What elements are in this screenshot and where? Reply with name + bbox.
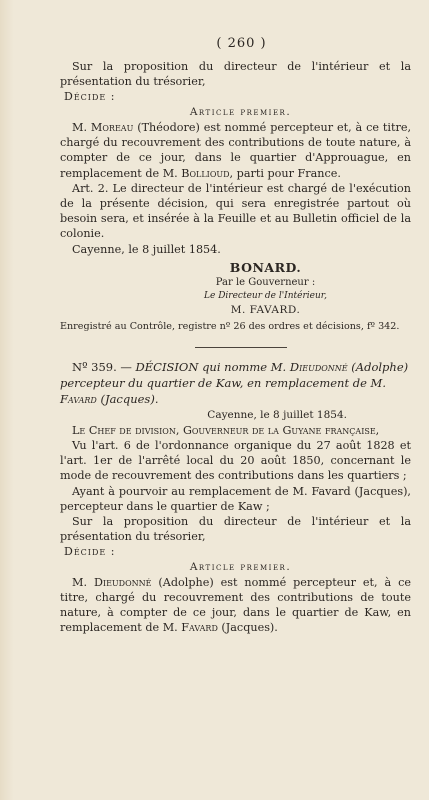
date-line: Cayenne, le 8 juillet 1854. [72, 242, 221, 256]
decision-title-end: (Jacques). [96, 391, 159, 406]
decision-title-middle: (Adolphe) percepteur du quartier de Kaw, en remplacement de M. [60, 359, 409, 390]
proposition-paragraph: Sur la proposition du directeur de l'intérieur et la présentation du trésorier, [60, 60, 411, 89]
decision-number: Nº 359. — [72, 359, 132, 374]
decision-title-start: DÉCISION qui nomme M. [135, 359, 290, 374]
preamble: Le Chef de division, Gouverneur de la Guyane française, [72, 423, 380, 437]
article-2-paragraph: Art. 2. Le directeur de l'intérieur est chargé de l'exécution de la présente décision, qui sera enregistrée partout où besoin sera, et insérée à la Feuille et au Bulletin officiel de la colonie. [60, 181, 411, 241]
proposition-paragraph-2: Sur la proposition du directeur de l'intérieur et la présentation du trésorier, [60, 514, 411, 544]
article-heading: Article premier. [189, 105, 292, 118]
decision-heading [60, 359, 411, 407]
decide-label: Décide : [64, 90, 116, 104]
decision-title-name: Dieudonné [289, 359, 348, 374]
section-divider [195, 347, 287, 348]
decision-title-replaced: Favard [60, 391, 97, 406]
article-heading-2: Article premier. [189, 560, 292, 573]
replaced-name: Bollioud [181, 166, 230, 180]
appointee-name-2: M. Dieudonné [72, 575, 152, 589]
article-1-text-2: (Adolphe) est nommé percepteur et, à ce titre, chargé du recouvrement des contributions de toute nature, à compter de ce jour, dans le quartier de Kaw, en remplacement de M. [60, 575, 412, 635]
par-le-gouverneur: Par le Gouverneur : [215, 276, 316, 288]
article-1-end-2: (Jacques). [217, 621, 278, 635]
replaced-name-2: Favard [181, 621, 218, 635]
decision-date: Cayenne, le 8 juillet 1854. [207, 408, 347, 421]
countersignature: M. FAVARD. [230, 303, 301, 316]
appointee-name: M. Moreau [72, 120, 134, 134]
decide-label-2: Décide : [64, 545, 116, 559]
article-1-text: (Théodore) est nommé percepteur et, à ce titre, chargé du recouvrement des contributions de toute nature, à compter de ce jour, dans le quartier d'Approuague, en remplacement de M. [60, 120, 412, 180]
registration-note: Enregistré au Contrôle, registre nº 26 des ordres et décisions, fº 342. [60, 320, 400, 332]
article-1-end: , parti pour France. [229, 166, 341, 180]
governor-signature: BONARD. [229, 259, 302, 275]
director-title: Le Directeur de l'Intérieur, [204, 290, 327, 301]
page-number: ( 260 ) [216, 36, 267, 51]
vu-paragraph: Vu l'art. 6 de l'ordonnance organique du 27 août 1828 et l'art. 1er de l'arrêté local du 20 août 1850, concernant le mode de recouvrement des contributions dans les quartiers ; [60, 438, 411, 483]
ayant-paragraph: Ayant à pourvoir au remplacement de M. Favard (Jacques), percepteur dans le quartier de Kaw ; [60, 484, 411, 513]
article-1-paragraph-2 [60, 575, 411, 636]
article-1-paragraph [60, 120, 411, 181]
